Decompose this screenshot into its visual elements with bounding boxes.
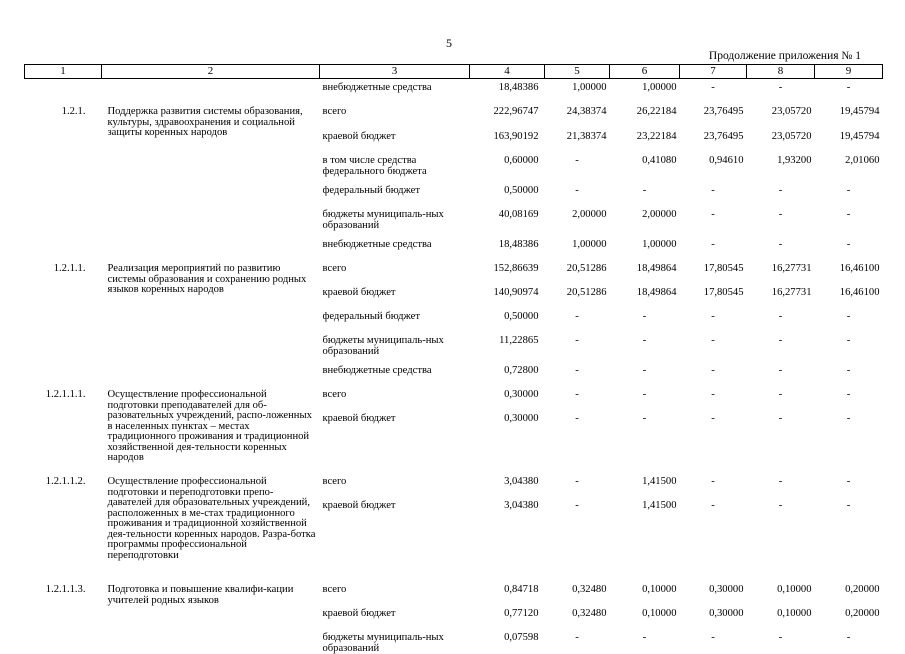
funding-source: бюджеты муниципаль-ных образований [320, 629, 470, 654]
year-value: - [747, 79, 815, 104]
year-value: 0,30000 [680, 605, 747, 629]
total-value: 0,77120 [470, 605, 545, 629]
total-value: 0,60000 [470, 152, 545, 182]
funding-source: всего [320, 581, 470, 605]
total-value: 3,04380 [470, 497, 545, 581]
year-value: 16,46100 [815, 260, 883, 284]
year-value: 23,76495 [680, 103, 747, 128]
table-row [25, 103, 883, 128]
page-number: 5 [446, 36, 452, 51]
year-value: 17,80545 [680, 260, 747, 284]
year-value: - [747, 362, 815, 386]
year-value: 1,41500 [610, 497, 680, 581]
year-value: 20,51286 [545, 260, 610, 284]
funding-source: краевой бюджет [320, 284, 470, 308]
year-value: - [747, 182, 815, 206]
year-value: 16,27731 [747, 284, 815, 308]
year-value: 0,94610 [680, 152, 747, 182]
funding-source: всего [320, 386, 470, 410]
total-value: 18,48386 [470, 79, 545, 104]
year-value: - [680, 206, 747, 236]
table-row [25, 473, 883, 497]
table-row [25, 260, 883, 284]
column-header: 6 [610, 65, 680, 79]
year-value: - [545, 362, 610, 386]
year-value: - [680, 410, 747, 473]
year-value: 0,32480 [545, 605, 610, 629]
funding-source: внебюджетные средства [320, 362, 470, 386]
funding-source: федеральный бюджет [320, 308, 470, 332]
year-value: 16,27731 [747, 260, 815, 284]
year-value: - [747, 410, 815, 473]
total-value: 40,08169 [470, 206, 545, 236]
item-code: 1.2.1.1.2. [25, 473, 102, 581]
item-code: 1.2.1.1.3. [25, 581, 102, 654]
year-value: 24,38374 [545, 103, 610, 128]
year-value: 0,10000 [610, 581, 680, 605]
year-value: - [747, 386, 815, 410]
item-code: 1.2.1.1.1. [25, 386, 102, 473]
year-value: 0,20000 [815, 581, 883, 605]
year-value: 18,49864 [610, 284, 680, 308]
year-value: - [610, 410, 680, 473]
total-value: 140,90974 [470, 284, 545, 308]
year-value: - [610, 332, 680, 362]
year-value: - [680, 497, 747, 581]
item-name [102, 79, 320, 104]
item-name: Реализация мероприятий по развитию системы образования и сохранению родных языков коренных народов [102, 260, 320, 386]
year-value: - [815, 236, 883, 260]
total-value: 0,72800 [470, 362, 545, 386]
year-value: 20,51286 [545, 284, 610, 308]
year-value: 1,41500 [610, 473, 680, 497]
year-value: - [747, 308, 815, 332]
year-value: - [747, 473, 815, 497]
funding-source: краевой бюджет [320, 605, 470, 629]
year-value: 2,00000 [545, 206, 610, 236]
total-value: 11,22865 [470, 332, 545, 362]
year-value: 16,46100 [815, 284, 883, 308]
item-code [25, 79, 102, 104]
year-value: - [545, 308, 610, 332]
total-value: 0,30000 [470, 386, 545, 410]
year-value: 2,01060 [815, 152, 883, 182]
year-value: - [815, 386, 883, 410]
year-value: - [680, 308, 747, 332]
column-header: 8 [747, 65, 815, 79]
funding-source: внебюджетные средства [320, 79, 470, 104]
year-value: - [545, 473, 610, 497]
year-value: - [610, 362, 680, 386]
funding-source: всего [320, 103, 470, 128]
table-row [25, 386, 883, 410]
year-value: 0,10000 [610, 605, 680, 629]
year-value: - [815, 308, 883, 332]
total-value: 0,50000 [470, 308, 545, 332]
total-value: 0,50000 [470, 182, 545, 206]
year-value: 1,00000 [545, 236, 610, 260]
total-value: 0,30000 [470, 410, 545, 473]
year-value: 2,00000 [610, 206, 680, 236]
funding-source: всего [320, 473, 470, 497]
year-value: - [815, 410, 883, 473]
year-value: 1,00000 [610, 79, 680, 104]
year-value: - [610, 386, 680, 410]
year-value: - [815, 182, 883, 206]
year-value: - [815, 497, 883, 581]
total-value: 222,96747 [470, 103, 545, 128]
year-value: - [747, 497, 815, 581]
continuation-label: Продолжение приложения № 1 [709, 50, 861, 62]
year-value: - [610, 308, 680, 332]
table-body [25, 79, 883, 654]
year-value: 26,22184 [610, 103, 680, 128]
year-value: - [545, 629, 610, 654]
year-value: - [680, 473, 747, 497]
year-value: 23,05720 [747, 128, 815, 152]
year-value: - [747, 236, 815, 260]
column-header: 5 [545, 65, 610, 79]
year-value: - [815, 79, 883, 104]
year-value: - [815, 206, 883, 236]
year-value: 0,32480 [545, 581, 610, 605]
year-value: - [680, 386, 747, 410]
total-value: 3,04380 [470, 473, 545, 497]
table-row [25, 581, 883, 605]
year-value: 0,20000 [815, 605, 883, 629]
year-value: - [545, 182, 610, 206]
column-header: 2 [102, 65, 320, 79]
year-value: - [680, 236, 747, 260]
year-value: - [680, 629, 747, 654]
column-number-row [25, 65, 883, 79]
funding-source: всего [320, 260, 470, 284]
year-value: - [815, 332, 883, 362]
total-value: 18,48386 [470, 236, 545, 260]
year-value: - [815, 362, 883, 386]
year-value: - [680, 182, 747, 206]
funding-source: краевой бюджет [320, 128, 470, 152]
year-value: - [610, 182, 680, 206]
year-value: - [680, 332, 747, 362]
year-value: - [815, 629, 883, 654]
year-value: - [545, 386, 610, 410]
item-code: 1.2.1. [25, 103, 102, 260]
year-value: - [545, 332, 610, 362]
year-value: - [680, 362, 747, 386]
item-name: Осуществление профессиональной подготовки и переподготовки препо-давателей для образовательных учреждений, расположенных в ме-стах традиционного проживания и традиционной хозяйственной дея-тельности коренных народов. Разра-ботка программы профессиональной переподготовки [102, 473, 320, 581]
budget-table [24, 64, 883, 654]
funding-source: краевой бюджет [320, 497, 470, 581]
year-value: - [545, 152, 610, 182]
year-value: 23,22184 [610, 128, 680, 152]
year-value: 1,00000 [545, 79, 610, 104]
table-row [25, 79, 883, 104]
funding-source: бюджеты муниципаль-ных образований [320, 206, 470, 236]
year-value: - [747, 332, 815, 362]
item-code: 1.2.1.1. [25, 260, 102, 386]
year-value: 0,10000 [747, 605, 815, 629]
year-value: - [747, 629, 815, 654]
year-value: 19,45794 [815, 103, 883, 128]
year-value: 18,49864 [610, 260, 680, 284]
funding-source: бюджеты муниципаль-ных образований [320, 332, 470, 362]
column-header: 1 [25, 65, 102, 79]
year-value: - [815, 473, 883, 497]
year-value: 21,38374 [545, 128, 610, 152]
year-value: 23,76495 [680, 128, 747, 152]
year-value: 0,10000 [747, 581, 815, 605]
total-value: 0,07598 [470, 629, 545, 654]
year-value: - [545, 410, 610, 473]
year-value: 23,05720 [747, 103, 815, 128]
year-value: 17,80545 [680, 284, 747, 308]
year-value: 19,45794 [815, 128, 883, 152]
item-name: Осуществление профессиональной подготовки преподавателей для об-разовательных учреждений, распо-ложенных в населенных пунктах – местах традиционного проживания и традиционной хозяйственной дея-тельности коренных народов [102, 386, 320, 473]
year-value: - [747, 206, 815, 236]
total-value: 163,90192 [470, 128, 545, 152]
item-name: Подготовка и повышение квалифи-кации учителей родных языков [102, 581, 320, 654]
year-value: 1,93200 [747, 152, 815, 182]
year-value: 0,30000 [680, 581, 747, 605]
funding-source: внебюджетные средства [320, 236, 470, 260]
year-value: 1,00000 [610, 236, 680, 260]
funding-source: федеральный бюджет [320, 182, 470, 206]
funding-source: в том числе средства федерального бюджета [320, 152, 470, 182]
funding-source: краевой бюджет [320, 410, 470, 473]
year-value: - [545, 497, 610, 581]
year-value: - [680, 79, 747, 104]
year-value: 0,41080 [610, 152, 680, 182]
column-header: 7 [680, 65, 747, 79]
column-header: 4 [470, 65, 545, 79]
year-value: - [610, 629, 680, 654]
column-header: 9 [815, 65, 883, 79]
total-value: 0,84718 [470, 581, 545, 605]
total-value: 152,86639 [470, 260, 545, 284]
item-name: Поддержка развития системы образования, культуры, здравоохранения и социальной защиты коренных народов [102, 103, 320, 260]
column-header: 3 [320, 65, 470, 79]
